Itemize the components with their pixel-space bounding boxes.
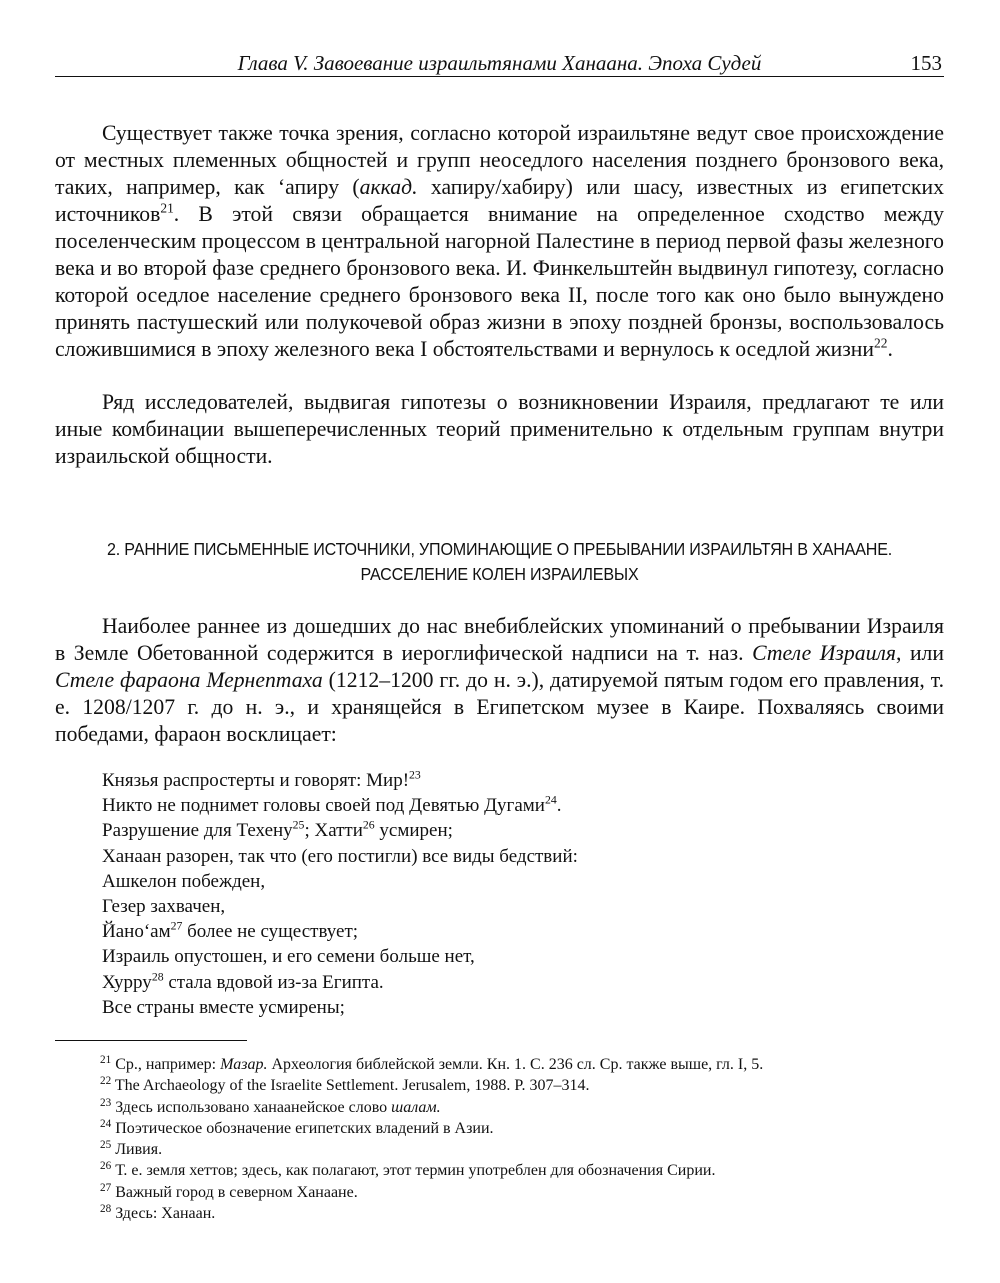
verse-line — [102, 818, 578, 843]
footnote-separator — [55, 1040, 247, 1041]
text-span: Князья распростерты и говорят: Мир! — [102, 770, 410, 791]
text-span: Здесь: Ханаан. — [111, 1205, 216, 1223]
italic-word: шалам. — [391, 1098, 441, 1116]
paragraph-merneptah-stele — [55, 613, 944, 748]
text-span: Йано‘ам — [102, 921, 171, 943]
footnote-number: 21 — [100, 1053, 112, 1066]
footnote-ref[interactable]: 26 — [362, 819, 375, 833]
running-title: Глава V. Завоевание израильтянами Ханаана. Эпоха Судей — [237, 51, 762, 75]
text-span: Хурру — [102, 971, 152, 993]
text-span: ; Хатти — [304, 820, 363, 842]
footnote-28 — [100, 1203, 763, 1224]
verse-line: Гезер захвачен, — [102, 896, 226, 918]
footnote-22 — [100, 1075, 763, 1096]
text-span: Т. е. земля хеттов; здесь, как полагают, этот термин употреблен для обозначения Сирии. — [111, 1162, 716, 1180]
paragraph-text: Ряд исследователей, выдвигая гипотезы о возникновении Израиля, предлагают те или иные комбинации вышеперечисленных теорий применительно к отдельным группам внутри израильской общности. — [55, 390, 944, 468]
text-span: Существует также точка зрения, согласно которой израильтяне ведут свое происхождение от местных племенных общностей и групп неоседлого населения позднего бронзового века, таких, например, как ‘апиру ( — [55, 121, 944, 199]
running-header — [55, 50, 944, 77]
text-span: усмирен; — [374, 820, 453, 842]
section-heading-line-1: 2. РАННИЕ ПИСЬМЕННЫЕ ИСТОЧНИКИ, УПОМИНАЮЩИЕ О ПРЕБЫВАНИИ ИЗРАИЛЬТЯН В ХАНААНЕ. — [106, 539, 893, 559]
verse-line: Ашкелон побежден, — [102, 870, 266, 892]
text-span: стала вдовой из-за Египта. — [163, 971, 384, 993]
text-span: Здесь использовано ханаанейское слово — [111, 1098, 392, 1116]
footnote-number: 25 — [100, 1139, 112, 1152]
footnote-ref[interactable]: 28 — [151, 970, 164, 984]
text-span: более не существует; — [182, 921, 359, 943]
stele-verse-quote — [102, 768, 578, 1020]
text-span: Разрушение для Техену — [102, 820, 293, 842]
footnote-ref[interactable]: 27 — [170, 919, 183, 933]
footnote-number: 23 — [100, 1096, 112, 1109]
italic-term: Стеле фараона Мернептаха — [55, 668, 323, 692]
text-span: . В этой связи обращается внимание на определенное сходство между поселенческим процессом в центральной нагорной Палестине в период первой фазы железного века и во второй фазе среднего бронзового века. И. Финкельштейн выдвинул гипотезу, согласно которой оседлое население среднего бронзового века II, после того как оно было вынуждено принять пастушеский или полукочевой образ жизни в эпоху поздней бронзы, воспользовалось сложившимися в эпоху железного века I обстоятельствами и вернулось к оседлой жизни — [55, 202, 944, 361]
verse-line — [102, 793, 578, 818]
verse-line: Все страны вместе усмирены; — [102, 996, 345, 1018]
italic-term: Стеле Израиля — [752, 641, 896, 665]
paragraph-origin-theory — [55, 120, 944, 363]
text-span: Важный город в северном Ханаане. — [111, 1183, 358, 1201]
verse-line: Ханаан разорен, так что (его постигли) все виды бедствий: — [102, 845, 578, 867]
footnote-ref[interactable]: 22 — [874, 335, 888, 351]
section-heading-line-2: РАССЕЛЕНИЕ КОЛЕН ИЗРАИЛЕВЫХ — [360, 564, 639, 584]
text-span: . — [556, 795, 562, 817]
footnote-25 — [100, 1139, 763, 1160]
italic-author: Мазар. — [220, 1056, 268, 1073]
verse-line — [102, 768, 578, 793]
footnote-ref[interactable]: 23 — [409, 768, 421, 782]
text-span: хапиру/хабиру) или шасу, известных из египетских источников — [55, 175, 945, 226]
footnote-number: 26 — [100, 1160, 112, 1173]
footnote-26 — [100, 1160, 763, 1181]
section-heading — [91, 537, 909, 587]
footnote-number: 28 — [100, 1202, 112, 1215]
text-span: . — [887, 337, 893, 361]
footnote-ref[interactable]: 21 — [160, 200, 174, 216]
text-span: Ливия. — [111, 1141, 163, 1159]
footnote-27 — [100, 1182, 763, 1203]
text-span: The Archaeology of the Israelite Settlement. Jerusalem, 1988. P. 307–314. — [111, 1077, 590, 1095]
page-number: 153 — [910, 51, 942, 75]
footnote-number: 27 — [100, 1181, 112, 1194]
text-span: (1212–1200 гг. до н. э.), датируемой пятым годом его правления, т. е. 1208/1207 г. до н. э., и хранящейся в Египетском музее в Каире. Похваляясь своими победами, фараон восклицает: — [55, 668, 944, 746]
footnotes — [100, 1054, 763, 1224]
footnote-number: 24 — [100, 1117, 112, 1130]
text-span: Археология библейской земли. Кн. 1. С. 236 сл. Ср. также выше, гл. I, 5. — [267, 1056, 764, 1073]
verse-line — [102, 970, 578, 995]
text-span: Поэтическое обозначение египетских владений в Азии. — [111, 1119, 494, 1137]
footnote-number: 22 — [100, 1075, 112, 1088]
italic-abbrev: аккад. — [359, 175, 418, 199]
footnote-24 — [100, 1118, 763, 1139]
footnote-23 — [100, 1097, 763, 1118]
verse-line — [102, 919, 578, 944]
text-span: Ср., например: — [111, 1056, 221, 1073]
footnote-ref[interactable]: 24 — [544, 793, 557, 807]
footnote-21 — [100, 1054, 763, 1075]
text-span: Никто не поднимет головы своей под Девятью Дугами — [102, 795, 545, 817]
paragraph-combinations — [55, 389, 944, 470]
verse-line: Израиль опустошен, и его семени больше нет, — [102, 946, 475, 968]
text-span: Наиболее раннее из дошедших до нас внебиблейских упоминаний о пребывании Израиля в Земле Обетованной содержится в иероглифической надписи на т. наз. — [55, 614, 944, 665]
footnote-ref[interactable]: 25 — [292, 819, 305, 833]
text-span: , или — [895, 641, 944, 665]
